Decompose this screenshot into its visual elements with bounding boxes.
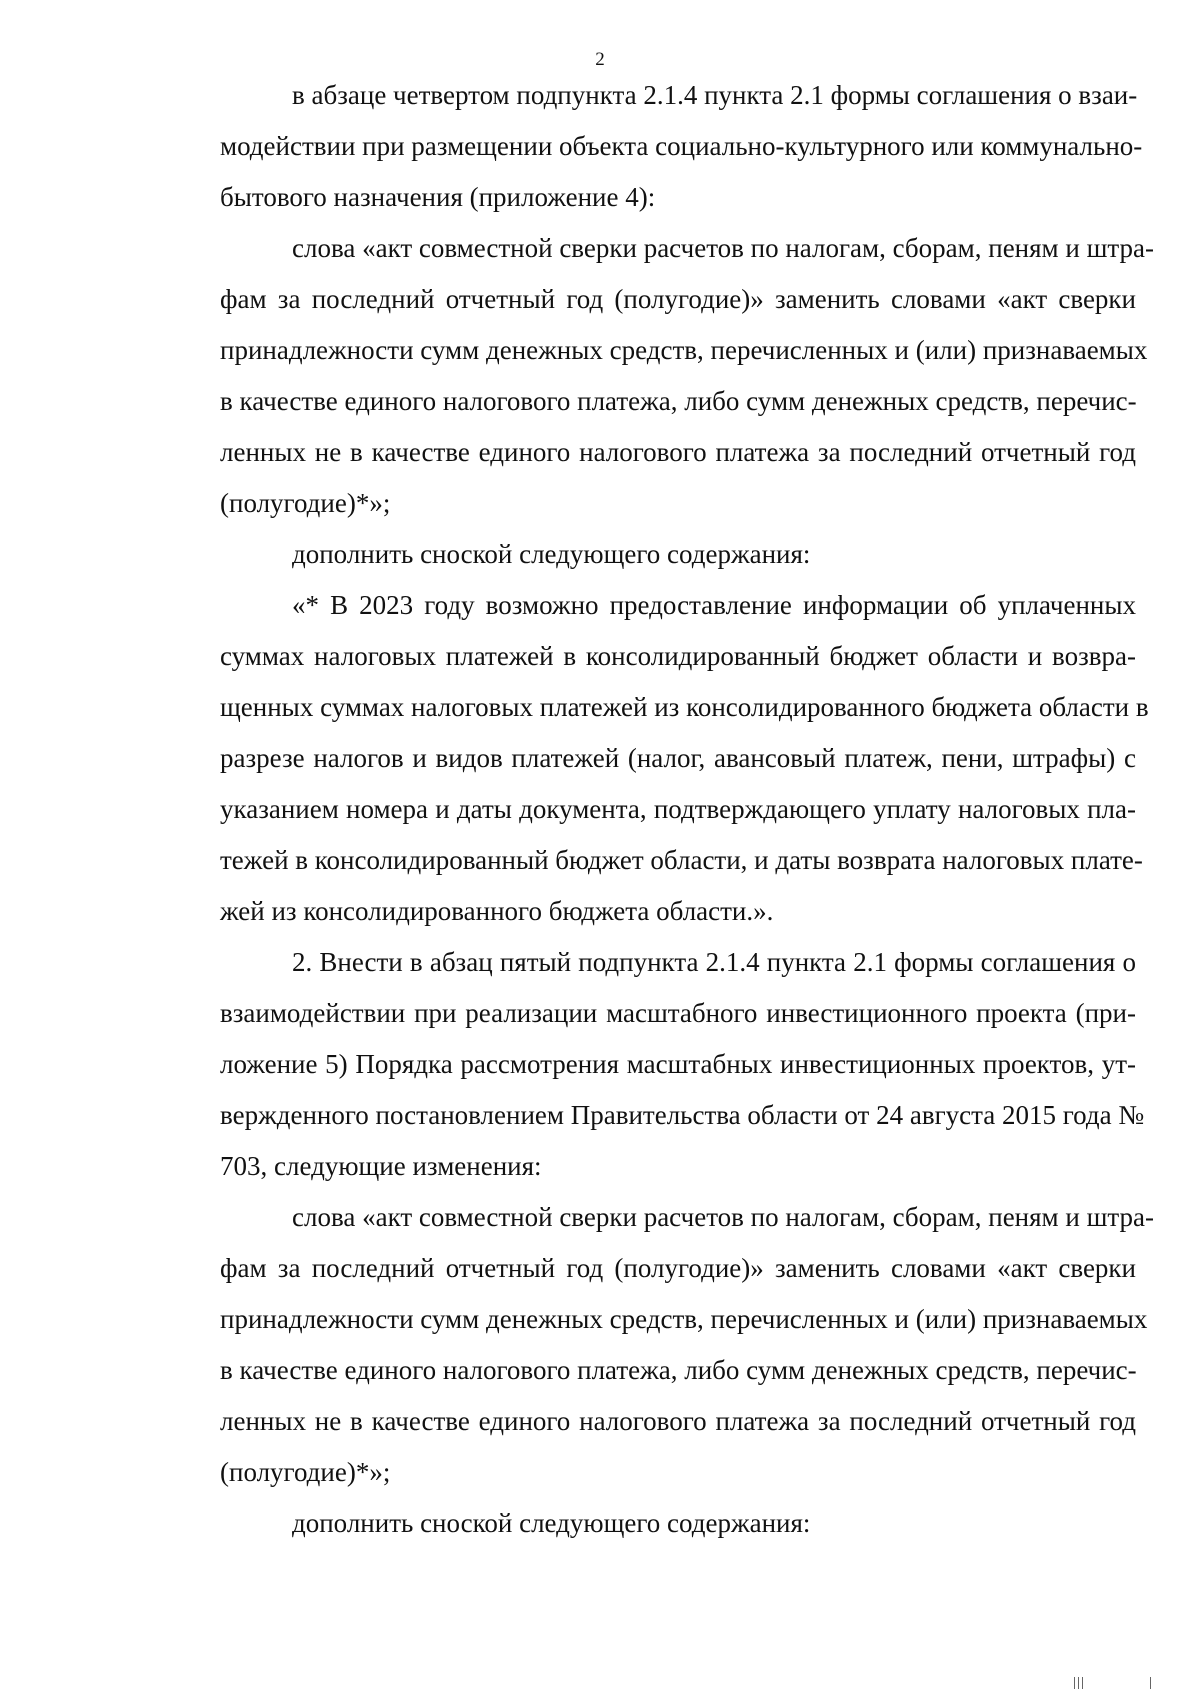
scan-mark <box>1082 1677 1083 1689</box>
scan-mark <box>1074 1677 1075 1689</box>
text-line: фам за последний отчетный год (полугодие)» заменить словами «акт сверки <box>220 284 1136 314</box>
text-line: жей из консолидированного бюджета области.». <box>220 896 774 926</box>
text-line: вержденного постановлением Правительства области от 24 августа 2015 года № <box>220 1100 1145 1130</box>
page-number: 2 <box>595 49 605 70</box>
text-line: бытового назначения (приложение 4): <box>220 182 656 212</box>
text-line: слова «акт совместной сверки расчетов по налогам, сборам, пеням и штра- <box>292 233 1154 263</box>
scan-mark <box>1150 1677 1151 1689</box>
text-line: суммах налоговых платежей в консолидированный бюджет области и возвра- <box>220 641 1136 671</box>
text-line: взаимодействии при реализации масштабного инвестиционного проекта (при- <box>220 998 1136 1028</box>
text-line: фам за последний отчетный год (полугодие)» заменить словами «акт сверки <box>220 1253 1136 1283</box>
text-line: (полугодие)*»; <box>220 1457 391 1487</box>
text-line: дополнить сноской следующего содержания: <box>292 539 811 569</box>
text-line: «* В 2023 году возможно предоставление информации об уплаченных <box>292 590 1136 620</box>
paragraph-4-footnote <box>148 580 1149 937</box>
text-line: принадлежности сумм денежных средств, перечисленных и (или) признаваемых <box>220 335 1148 365</box>
text-line: щенных суммах налоговых платежей из консолидированного бюджета области в <box>220 692 1149 722</box>
text-line: (полугодие)*»; <box>220 488 391 518</box>
paragraph-6 <box>148 1192 1154 1498</box>
document-body <box>148 70 1154 1549</box>
paragraph-5 <box>148 937 1145 1192</box>
paragraph-7 <box>148 1498 1136 1549</box>
text-line: разрезе налогов и видов платежей (налог, авансовый платеж, пени, штрафы) с <box>220 743 1136 773</box>
text-line: 703, следующие изменения: <box>220 1151 542 1181</box>
scan-artifact-marks <box>1032 1675 1152 1689</box>
text-line: в абзаце четвертом подпункта 2.1.4 пункта 2.1 формы соглашения о взаи- <box>292 80 1138 110</box>
text-line: принадлежности сумм денежных средств, перечисленных и (или) признаваемых <box>220 1304 1148 1334</box>
text-line: ленных не в качестве единого налогового платежа за последний отчетный год <box>220 437 1136 467</box>
paragraph-1 <box>148 70 1143 223</box>
text-line: ленных не в качестве единого налогового платежа за последний отчетный год <box>220 1406 1136 1436</box>
text-line: ложение 5) Порядка рассмотрения масштабных инвестиционных проектов, ут- <box>220 1049 1136 1079</box>
scan-mark <box>1078 1677 1079 1689</box>
paragraph-2 <box>148 223 1154 529</box>
text-line: в качестве единого налогового платежа, либо сумм денежных средств, перечис- <box>220 386 1137 416</box>
text-line: тежей в консолидированный бюджет области, и даты возврата налоговых плате- <box>220 845 1143 875</box>
text-line: указанием номера и даты документа, подтверждающего уплату налоговых пла- <box>220 794 1136 824</box>
text-line: слова «акт совместной сверки расчетов по налогам, сборам, пеням и штра- <box>292 1202 1154 1232</box>
paragraph-3 <box>148 529 1136 580</box>
text-line: в качестве единого налогового платежа, либо сумм денежных средств, перечис- <box>220 1355 1137 1385</box>
text-line: дополнить сноской следующего содержания: <box>292 1508 811 1538</box>
text-line: 2. Внести в абзац пятый подпункта 2.1.4 пункта 2.1 формы соглашения о <box>292 947 1136 977</box>
text-line: модействии при размещении объекта социально-культурного или коммунально- <box>220 131 1143 161</box>
